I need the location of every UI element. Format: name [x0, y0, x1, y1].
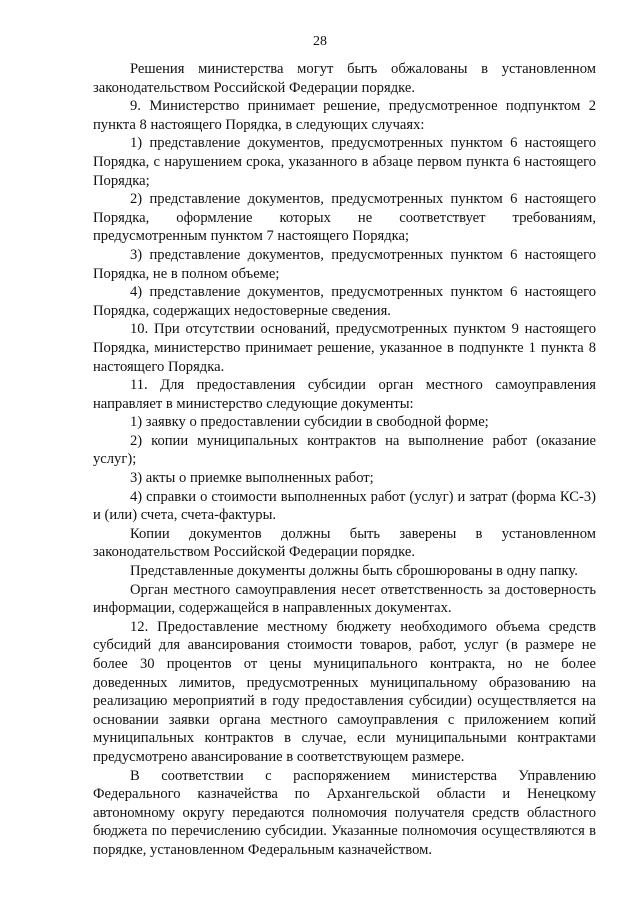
list-item: 3) представление документов, предусмотренных пунктом 6 настоящего Порядка, не в полном объеме; [93, 246, 596, 282]
document-body [93, 60, 596, 860]
paragraph-item-12: 12. Предоставление местному бюджету необходимого объема средств субсидий для авансирования стоимости товаров, работ, услуг (в размере не более 30 процентов от цены муниципального контракта, но не более доведенных лимитов, предусмотренных муниципальному образованию на реализацию мероприятий в году предоставления субсидии) осуществляется на основании заявки органа местного самоуправления с приложением копий муниципальных контрактов в случае, если муниципальными контрактами предусмотрено авансирование в соответствующем размере. [93, 618, 596, 765]
paragraph-responsibility: Орган местного самоуправления несет ответственность за достоверность информации, содержащейся в направленных документах. [93, 581, 596, 617]
list-item: 3) акты о приемке выполненных работ; [130, 470, 374, 487]
list-item: 2) копии муниципальных контрактов на выполнение работ (оказание услуг); [93, 432, 596, 468]
list-item: 1) заявку о предоставлении субсидии в свободной форме; [130, 414, 489, 431]
paragraph-item-10: 10. При отсутствии оснований, предусмотренных пунктом 9 настоящего Порядка, министерство принимает решение, указанное в подпункте 1 пункта 8 настоящего Порядка. [93, 321, 596, 375]
list-item: 1) представление документов, предусмотренных пунктом 6 настоящего Порядка, с нарушением срока, указанного в абзаце первом пункта 6 настоящего Порядка; [93, 135, 596, 189]
list-item: 2) представление документов, предусмотренных пунктом 6 настоящего Порядка, оформление которых не соответствует требованиям, предусмотренным пунктом 7 настоящего Порядка; [93, 191, 596, 245]
paragraph-item-11: 11. Для предоставления субсидии орган местного самоуправления направляет в министерство следующие документы: [93, 377, 596, 412]
paragraph-item-9: 9. Министерство принимает решение, предусмотренное подпунктом 2 пункта 8 настоящего Порядка, в следующих случаях: [93, 98, 596, 133]
list-item: 4) представление документов, предусмотренных пунктом 6 настоящего Порядка, содержащих недостоверные сведения. [93, 284, 596, 319]
list-item: 4) справки о стоимости выполненных работ (услуг) и затрат (форма КС-3) и (или) счета, счета-фактуры. [93, 488, 596, 524]
page-number: 28 [313, 34, 327, 49]
paragraph-treasury: В соответствии с распоряжением министерства Управлению Федерального казначейства по Архангельской области и Ненецкому автономному округу передаются полномочия получателя средств областного бюджета по перечислению субсидии. Указанные полномочия осуществляются в порядке, установленном Федеральным казначейством. [93, 767, 596, 858]
paragraph-appeal: Решения министерства могут быть обжалованы в установленном законодательством Российской Федерации порядке. [93, 61, 596, 96]
paragraph-copies: Копии документов должны быть заверены в установленном законодательством Российской Федерации порядке. [93, 525, 596, 561]
paragraph-binding: Представленные документы должны быть сброшюрованы в одну папку. [130, 563, 578, 580]
